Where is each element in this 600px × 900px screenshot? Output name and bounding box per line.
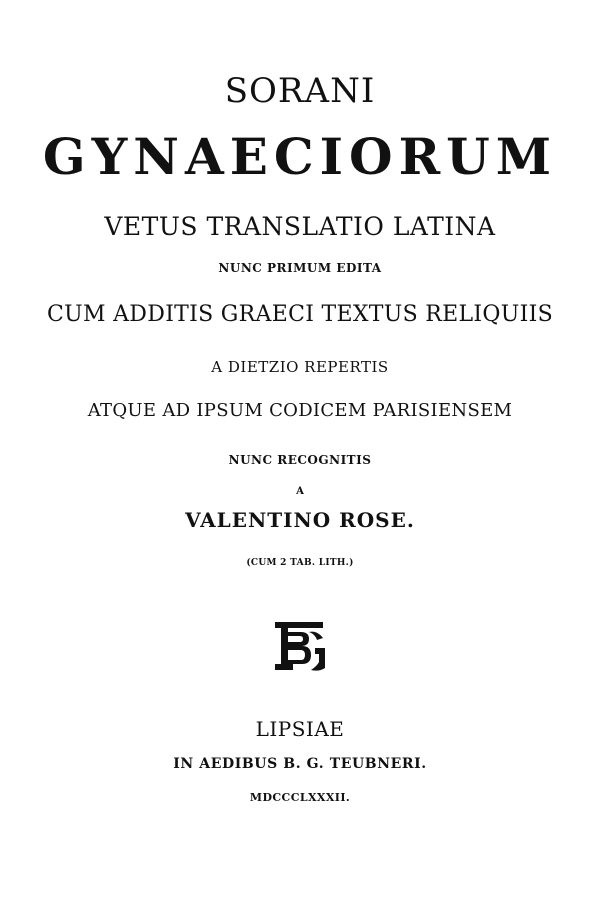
discoverer-line: A DIETZIO REPERTIS (211, 358, 389, 376)
preposition-a: A (296, 486, 304, 497)
publisher-logo (271, 618, 327, 674)
author-name: SORANI (224, 71, 376, 111)
codex-line: ATQUE AD IPSUM CODICEM PARISIENSEM (87, 400, 513, 421)
publication-city: LIPSIAE (255, 717, 345, 741)
recognition-line: NUNC RECOGNITIS (228, 453, 372, 467)
book-subtitle: VETUS TRANSLATIO LATINA (104, 212, 496, 241)
plates-note: (CUM 2 TAB. LITH.) (246, 558, 354, 568)
publisher-imprint: IN AEDIBUS B. G. TEUBNERI. (173, 756, 427, 772)
additions-line: CUM ADDITIS GRAECI TEXTUS RELIQUIIS (47, 302, 553, 327)
book-title: GYNAECIORUM (42, 127, 558, 186)
editor-name: VALENTINO ROSE. (185, 508, 415, 532)
publication-date: MDCCCLXXXII. (249, 791, 351, 804)
edition-note: NUNC PRIMUM EDITA (218, 261, 382, 275)
